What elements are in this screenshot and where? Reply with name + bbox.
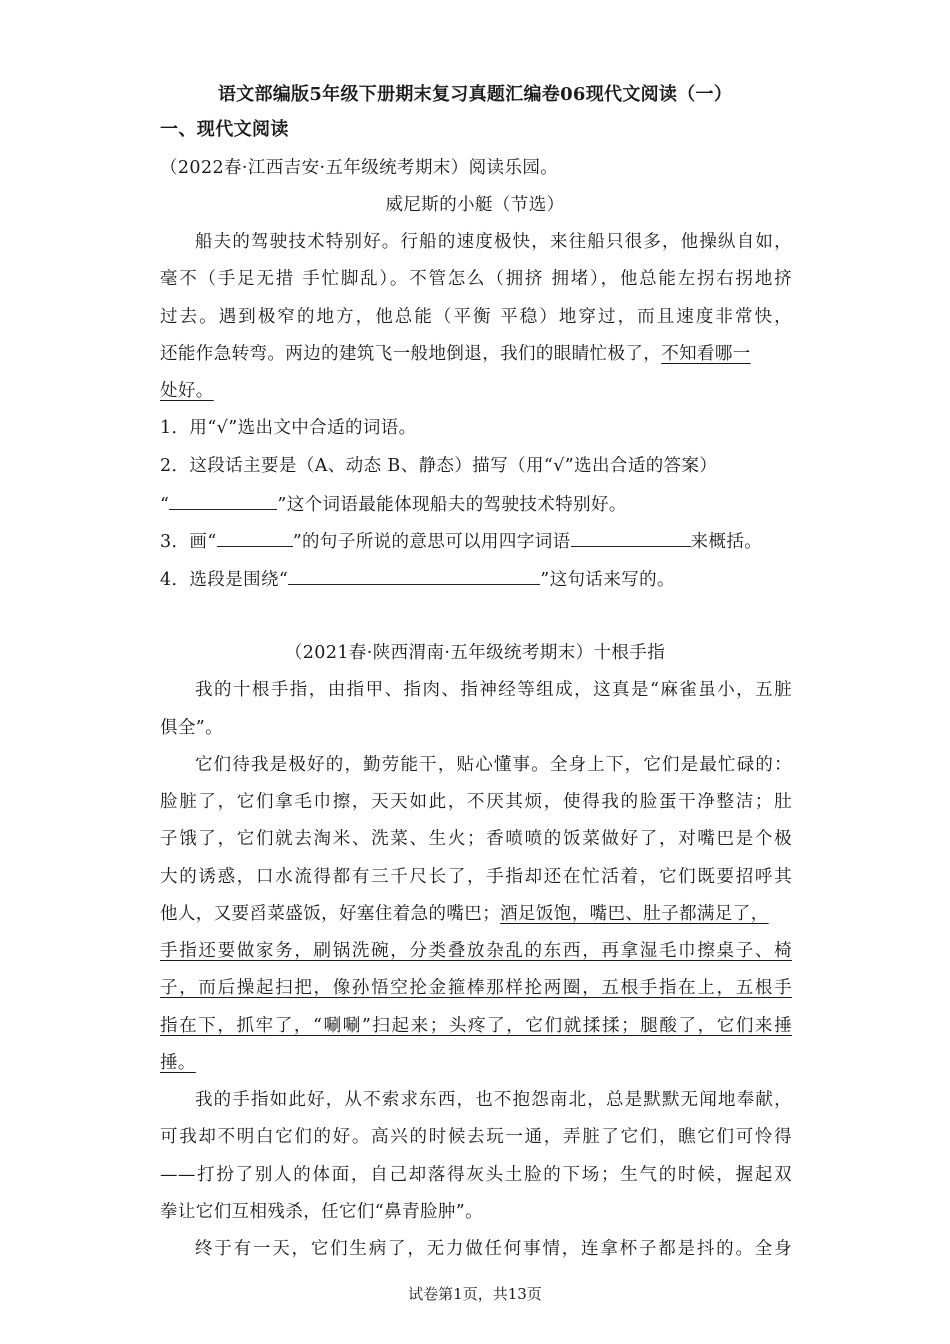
answer-blank[interactable]	[169, 491, 277, 510]
underlined-sentence: 捶。	[160, 1053, 196, 1073]
question-1: 1．用“√”选出文中合适的词语。	[160, 418, 417, 438]
passage2-line: ——打扮了别人的体面，自己却落得灰头土脸的下场；生气的时候，握起双	[160, 1165, 792, 1185]
underlined-sentence: 处好。	[160, 381, 214, 401]
passage1-line: 船夫的驾驶技术特别好。行船的速度极快，来往船只很多，他操纵自如，	[195, 232, 792, 252]
passage2-line: 大的诱惑，口水流得都有三千尺长了，手指却还在忙活着，它们既要招呼其	[160, 867, 792, 887]
passage2-line: 我的手指如此好，从不索求东西，也不抱怨南北，总是默默无闻地奉献，	[195, 1090, 792, 1110]
passage1-title: 威尼斯的小艇（节选）	[385, 195, 565, 215]
underlined-sentence: 手指还要做家务，刷锅洗碗，分类叠放杂乱的东西，再拿湿毛巾擦桌子、椅	[160, 941, 792, 961]
passage1-line: 毫不（手足无措 手忙脚乱）。不管怎么（拥挤 拥堵），他总能左拐右拐地挤	[160, 269, 792, 289]
section-heading: 一、现代文阅读	[160, 119, 289, 140]
answer-blank[interactable]	[217, 528, 293, 547]
passage2-line: 脸脏了，它们拿毛巾擦，天天如此，不厌其烦，使得我的脸蛋干净整洁；肚	[160, 792, 792, 812]
document-title: 语文部编版5年级下册期末复习真题汇编卷06现代文阅读（一）	[217, 84, 733, 105]
passage1-line	[160, 342, 792, 366]
underlined-sentence: 不知看哪一	[661, 344, 751, 364]
passage1-line-text: 还能作急转弯。两边的建筑飞一般地倒退，我们的眼睛忙极了，	[160, 344, 662, 364]
passage2-line: 俱全”。	[160, 718, 224, 738]
answer-blank[interactable]	[288, 566, 540, 585]
passage2-line	[160, 1051, 800, 1075]
passage2-line: 子饿了，它们就去淘米、洗菜、生火；香喷喷的饭菜做好了，对嘴巴是个极	[160, 829, 792, 849]
underlined-sentence: 指在下，抓牢了，“唰唰”扫起来；头疼了，它们就揉揉；腿酸了，它们来捶	[160, 1016, 792, 1036]
passage2-line: 我的十根手指，由指甲、指肉、指神经等组成，这真是“麻雀虽小，五脏	[195, 680, 792, 700]
underlined-sentence: 子，而后操起扫把，像孙悟空抡金箍棒那样抡两圈，五根手指在上，五根手	[160, 978, 792, 998]
passage2-line: 可我却不明白它们的好。高兴的时候去玩一通，弄脏了它们，瞧它们可怜得	[160, 1127, 792, 1147]
passage2-line: 拳让它们互相残杀，任它们“鼻青脸肿”。	[160, 1202, 483, 1222]
answer-blank[interactable]	[571, 528, 691, 547]
passage1-line	[160, 379, 800, 403]
page-footer: 试卷第1页，共13页	[408, 1285, 542, 1303]
underlined-sentence: 酒足饭饱，嘴巴、肚子都满足了，	[500, 904, 769, 924]
passage2-header: （2021春·陕西渭南·五年级统考期末）十根手指	[284, 643, 666, 663]
question-4: 4．选段是围绕“ ”这句话来写的。	[160, 566, 800, 592]
passage1-source: （2022春·江西吉安·五年级统考期末）阅读乐园。	[160, 158, 559, 178]
passage2-line: 它们待我是极好的，勤劳能干，贴心懂事。全身上下，它们是最忙碌的：	[195, 755, 792, 775]
passage2-line: 他人，又要舀菜盛饭，好塞住着急的嘴巴；酒足饭饱，嘴巴、肚子都满足了，	[160, 904, 769, 924]
question-3: 3．画“ ”的句子所说的意思可以用四字词语 来概括。	[160, 528, 800, 554]
passage1-line: 过去。遇到极窄的地方，他总能（平衡 平稳）地穿过，而且速度非常快，	[160, 307, 792, 327]
question-2: 2．这段话主要是（A、动态 B、静态）描写（用“√”选出合适的答案）	[160, 456, 718, 476]
question-2-blank-line: “ ”这个词语最能体现船夫的驾驶技术特别好。	[160, 491, 800, 517]
passage2-line: 终于有一天，它们生病了，无力做任何事情，连拿杯子都是抖的。全身	[195, 1239, 792, 1259]
